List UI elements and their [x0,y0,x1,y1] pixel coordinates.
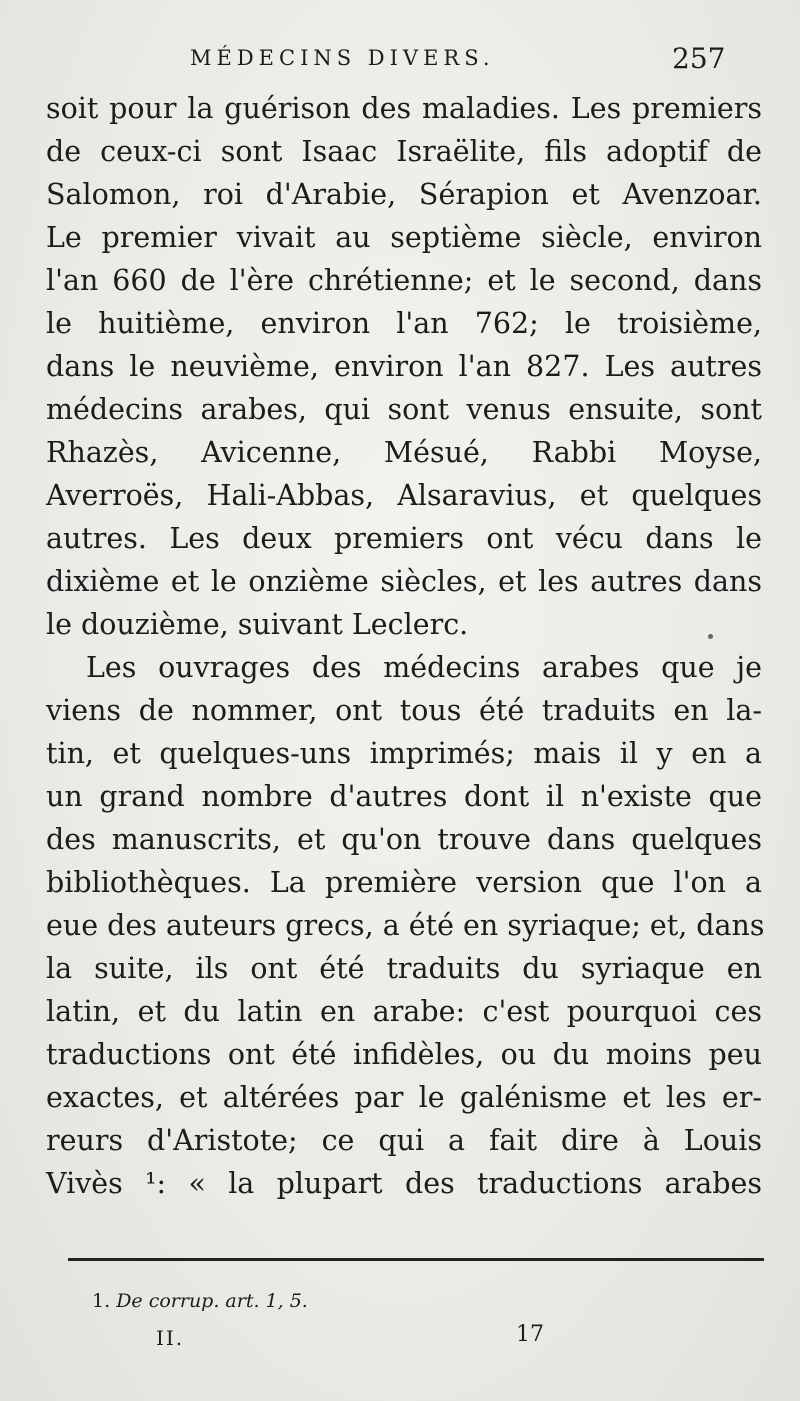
text-line: tin, et quelques-uns imprimés; mais il y en a [46,737,762,770]
footnote [92,1290,308,1312]
footnote-text: De corrup. art. 1, 5. [116,1290,308,1312]
text-line: dixième et le onzième siècles, et les autres dans [46,565,762,598]
text-line: traductions ont été infidèles, ou du moins peu [46,1038,762,1071]
text-line: viens de nommer, ont tous été traduits en la- [46,694,762,727]
text-line: reurs d'Aristote; ce qui a fait dire à Louis [46,1124,762,1157]
text-line: de ceux-ci sont Isaac Israëlite, fils adoptif de [46,135,762,168]
text-line: le huitième, environ l'an 762; le troisième, [46,307,762,340]
body-text [46,87,765,1205]
text-line: Les ouvrages des médecins arabes que je [86,651,762,684]
text-line: un grand nombre d'autres dont il n'existe que [46,780,762,813]
text-line: eue des auteurs grecs, a été en syriaque; et, dans [46,909,765,942]
text-line: médecins arabes, qui sont venus ensuite, sont [46,393,762,426]
ink-speck [708,634,713,639]
text-line: des manuscrits, et qu'on trouve dans quelques [46,823,762,856]
text-line: bibliothèques. La première version que l'on a [46,866,762,899]
text-line: autres. Les deux premiers ont vécu dans le [46,522,762,555]
text-line: l'an 660 de l'ère chrétienne; et le second, dans [46,264,762,297]
text-line: exactes, et altérées par le galénisme et les er- [46,1081,762,1114]
text-line: soit pour la guérison des maladies. Les premiers [46,92,762,125]
page-number: 257 [672,42,726,75]
text-line: latin, et du latin en arabe: c'est pourquoi ces [46,995,762,1028]
footnote-rule [68,1258,764,1261]
text-line: Rhazès, Avicenne, Mésué, Rabbi Moyse, [46,436,762,469]
signature-gathering: 17 [516,1322,544,1347]
text-line: Salomon, roi d'Arabie, Sérapion et Avenzoar. [46,178,762,211]
text-line: le douzième, suivant Leclerc. [46,608,469,641]
text-line: Averroës, Hali-Abbas, Alsaravius, et quelques [46,479,762,512]
running-title: MÉDECINS DIVERS. [190,46,495,70]
signature-volume: II. [156,1326,185,1350]
text-line: dans le neuvième, environ l'an 827. Les autres [46,350,762,383]
running-head [0,38,800,82]
footnote-marker: 1. [92,1290,111,1312]
text-line: Vivès ¹: « la plupart des traductions arabes [46,1167,762,1200]
text-line: Le premier vivait au septième siècle, environ [46,221,762,254]
text-line: la suite, ils ont été traduits du syriaque en [46,952,762,985]
